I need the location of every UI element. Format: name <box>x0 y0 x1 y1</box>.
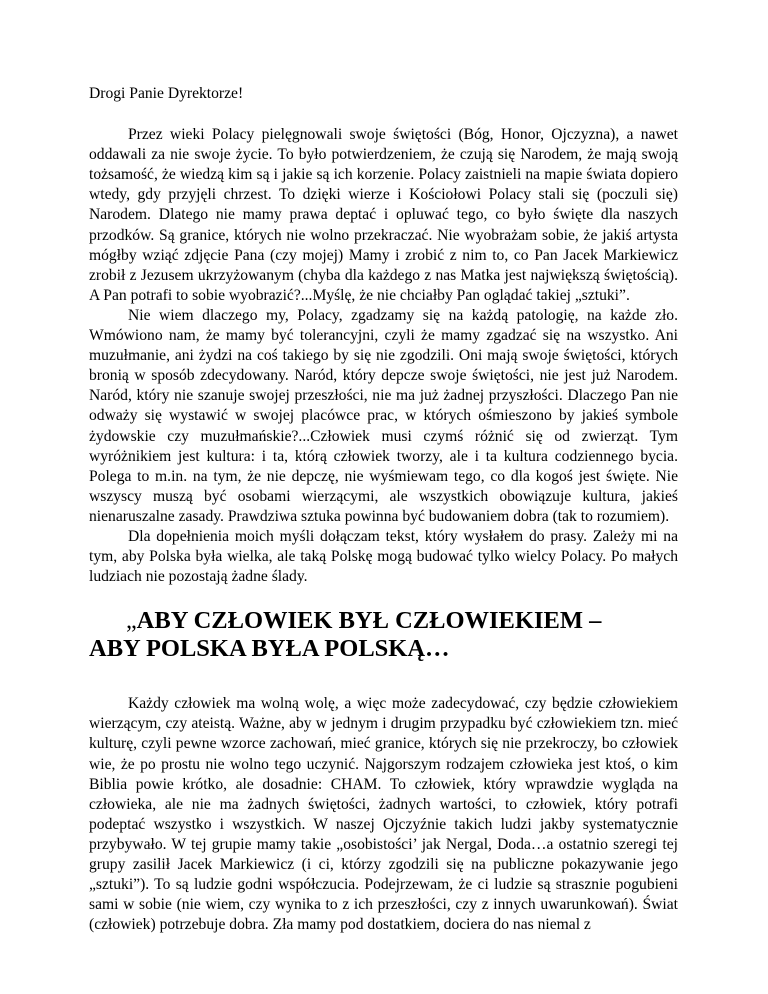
title-open-quote: „ <box>126 608 137 635</box>
article-title <box>89 607 678 663</box>
title-line-1-text: ABY CZŁOWIEK BYŁ CZŁOWIEKIEM – <box>136 607 602 635</box>
article-body: Każdy człowiek ma wolną wolę, a więc może zadecydować, czy będzie człowiekiem wierzącym, czy ateistą. Ważne, aby w jednym i drugim przypadku być człowiekiem tzn. mieć kulturę, czyli pewne wzorce zachowań, mieć granice, których się nie przekroczy, bo człowiek wie, że po prostu nie wolno tego uczynić. Najgorszym rodzajem człowieka jest ktoś, o kim Biblia powie krótko, ale dosadnie: CHAM. To człowiek, który wprawdzie wygląda na człowieka, ale nie ma żadnych świętości, żadnych wartości, to człowiek, który potrafi podeptać wszystko i wszystkich. W naszej Ojczyźnie takich ludzi jakby systematycznie przybywało. W tej grupie mamy takie „osobistości’ jak Nergal, Doda…a ostatnio szeregi tej grupy zasilił Jacek Markiewicz (i ci, którzy zgodzili się na publiczne pokazywanie jego „sztuki”). To są ludzie godni współczucia. Podejrzewam, że ci ludzie są strasznie pogubieni sami w sobie (nie wiem, czy wynika to z ich przeszłości, czy z innych uwarunkowań). Świat (człowiek) potrzebuje dobra. Zła mamy pod dostatkiem, dociera do nas niemal z <box>89 695 678 934</box>
letter-greeting: Drogi Panie Dyrektorze! <box>89 85 244 102</box>
article-title-line-1 <box>89 607 678 635</box>
letter-paragraph: Przez wieki Polacy pielęgnowali swoje świętości (Bóg, Honor, Ojczyzna), a nawet oddawali za nie swoje życie. To było potwierdzeniem, że czują się Narodem, że mają swoją tożsamość, że wiedzą kim są i jakie są ich korzenie. Polacy zaistnieli na mapie świata dopiero wtedy, gdy przyjęli chrzest. To dzięki wierze i Kościołowi Polacy stali się (poczuli się) Narodem. Dlatego nie mamy prawa deptać i opluwać tego, co było święte dla naszych przodków. Są granice, których nie wolno przekraczać. Nie wyobrażam sobie, że jakiś artysta mógłby wziąć zdjęcie Pana (czy mojej) Mamy i zrobić z nim to, co Pan Jacek Markiewicz zrobił z Jezusem ukrzyżowanym (chyba dla każdego z nas Matka jest największą świętością). A Pan potrafi to sobie wyobrazić?...Myślę, że nie chciałby Pan oglądać takiej „sztuki”. <box>89 126 678 304</box>
article-title-line-2: ABY POLSKA BYŁA POLSKĄ… <box>89 635 450 663</box>
document-page <box>89 84 678 935</box>
letter-paragraph: Dla dopełnienia moich myśli dołączam tekst, który wysłałem do prasy. Zależy mi na tym, aby Polska była wielka, ale taką Polskę mogą budować tylko wielcy Polacy. Po małych ludziach nie pozostają żadne ślady. <box>89 527 678 586</box>
letter-paragraph: Nie wiem dlaczego my, Polacy, zgadzamy się na każdą patologię, na każde zło. Wmówiono nam, że mamy być tolerancyjni, czyli że mamy zgadzać się na wszystko. Ani muzułmanie, ani żydzi na coś takiego by się nie zgodzili. Oni mają swoje świętości, których bronią w sposób zdecydowany. Naród, który depcze swoje świętości, nie jest już Narodem. Naród, który nie szanuje swojej przeszłości, nie ma już żadnej przyszłości. Dlaczego Pan nie odważy się wystawić w swojej placówce prac, w których ośmieszono by jakieś symbole żydowskie czy muzułmańskie?...Człowiek musi czymś różnić się od zwierząt. Tym wyróżnikiem jest kultura: i ta, którą człowiek tworzy, ale i ta kultura codziennego bycia. Polega to m.in. na tym, że nie depczę, nie wyśmiewam tego, co dla kogoś jest święte. Nie wszyscy muszą być osobami wierzącymi, ale wszystkich obowiązuje kultura, jakieś nienaruszalne zasady. Prawdziwa sztuka powinna być budowaniem dobra (tak to rozumiem). <box>89 306 678 525</box>
